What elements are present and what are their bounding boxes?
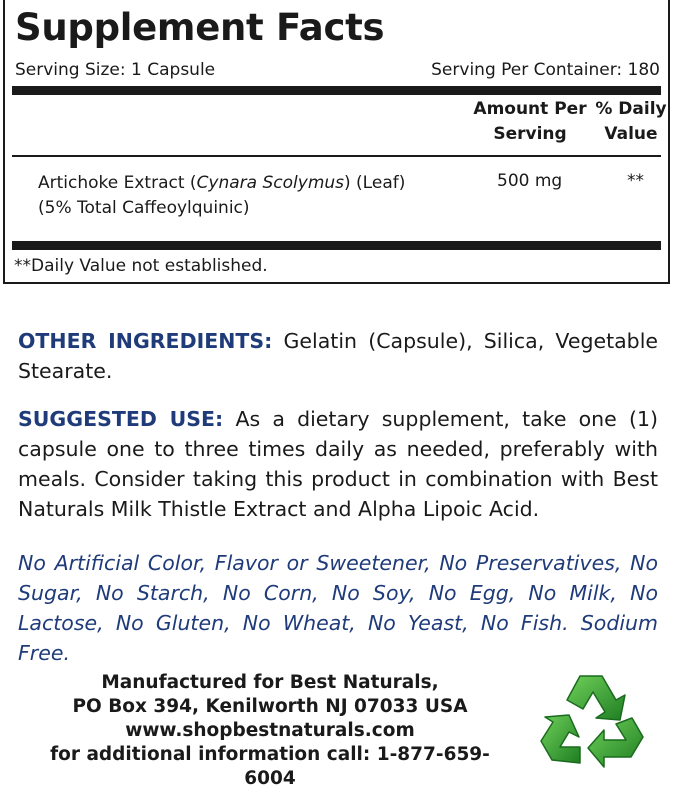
manufacturer-website: www.shopbestnaturals.com (125, 720, 415, 741)
other-ingredients (18, 326, 658, 386)
ingredient-latin-name: Cynara Scolymus (196, 173, 345, 193)
divider-thin (12, 155, 661, 157)
free-from-statement: No Artificial Color, Flavor or Sweetener, No Preservatives, No Sugar, No Starch, No Corn, No Soy, No Egg, No Milk, No Lactose, No Gluten, No Wheat, No Yeast, No Fish. Sodium Free. (18, 551, 658, 665)
manufacturer-line1: Manufactured for Best Naturals, (101, 672, 439, 693)
ingredient-daily-value: ** (627, 171, 644, 191)
other-ingredients-text: Gelatin (Capsule), Silica, Vegetable Stearate. (18, 329, 658, 383)
divider-thick (12, 86, 661, 95)
column-header-amount (467, 97, 593, 147)
serving-size: Serving Size: 1 Capsule (15, 60, 216, 80)
suggested-use (18, 404, 658, 524)
ingredient-part: ) (Leaf) (344, 173, 406, 193)
manufacturer-phone: for additional information call: 1-877-659-6004 (50, 744, 490, 789)
supplement-facts-panel (3, 0, 670, 284)
divider-thick-bottom (12, 241, 661, 250)
ingredient-name-text: Artichoke Extract ( (38, 173, 197, 193)
manufacturer-info (30, 671, 510, 791)
facts-title: Supplement Facts (15, 6, 385, 49)
ingredient-standardization: (5% Total Caffeoylquinic) (38, 198, 250, 218)
column-header-daily-line2: Value (604, 124, 658, 144)
column-header-daily-value (593, 97, 669, 147)
column-header-amount-line2: Serving (493, 124, 567, 144)
ingredient-name (38, 171, 458, 221)
suggested-use-label: SUGGESTED USE: (18, 407, 224, 431)
servings-per-container: Serving Per Container: 180 (431, 60, 660, 80)
column-header-amount-line1: Amount Per (473, 99, 587, 119)
manufacturer-address: PO Box 394, Kenilworth NJ 07033 USA (72, 696, 468, 717)
daily-value-footnote: **Daily Value not established. (14, 256, 268, 276)
column-header-daily-line1: % Daily (595, 99, 667, 119)
other-ingredients-label: OTHER INGREDIENTS: (18, 329, 273, 353)
serving-row (15, 60, 660, 80)
recycle-icon (536, 670, 648, 770)
suggested-use-text: As a dietary supplement, take one (1) capsule one to three times daily as needed, preferably with meals. Consider taking this product in combination with Best Naturals Milk Thistle Extract and Alpha Lipoic Acid. (18, 407, 658, 521)
ingredient-amount: 500 mg (497, 171, 563, 191)
